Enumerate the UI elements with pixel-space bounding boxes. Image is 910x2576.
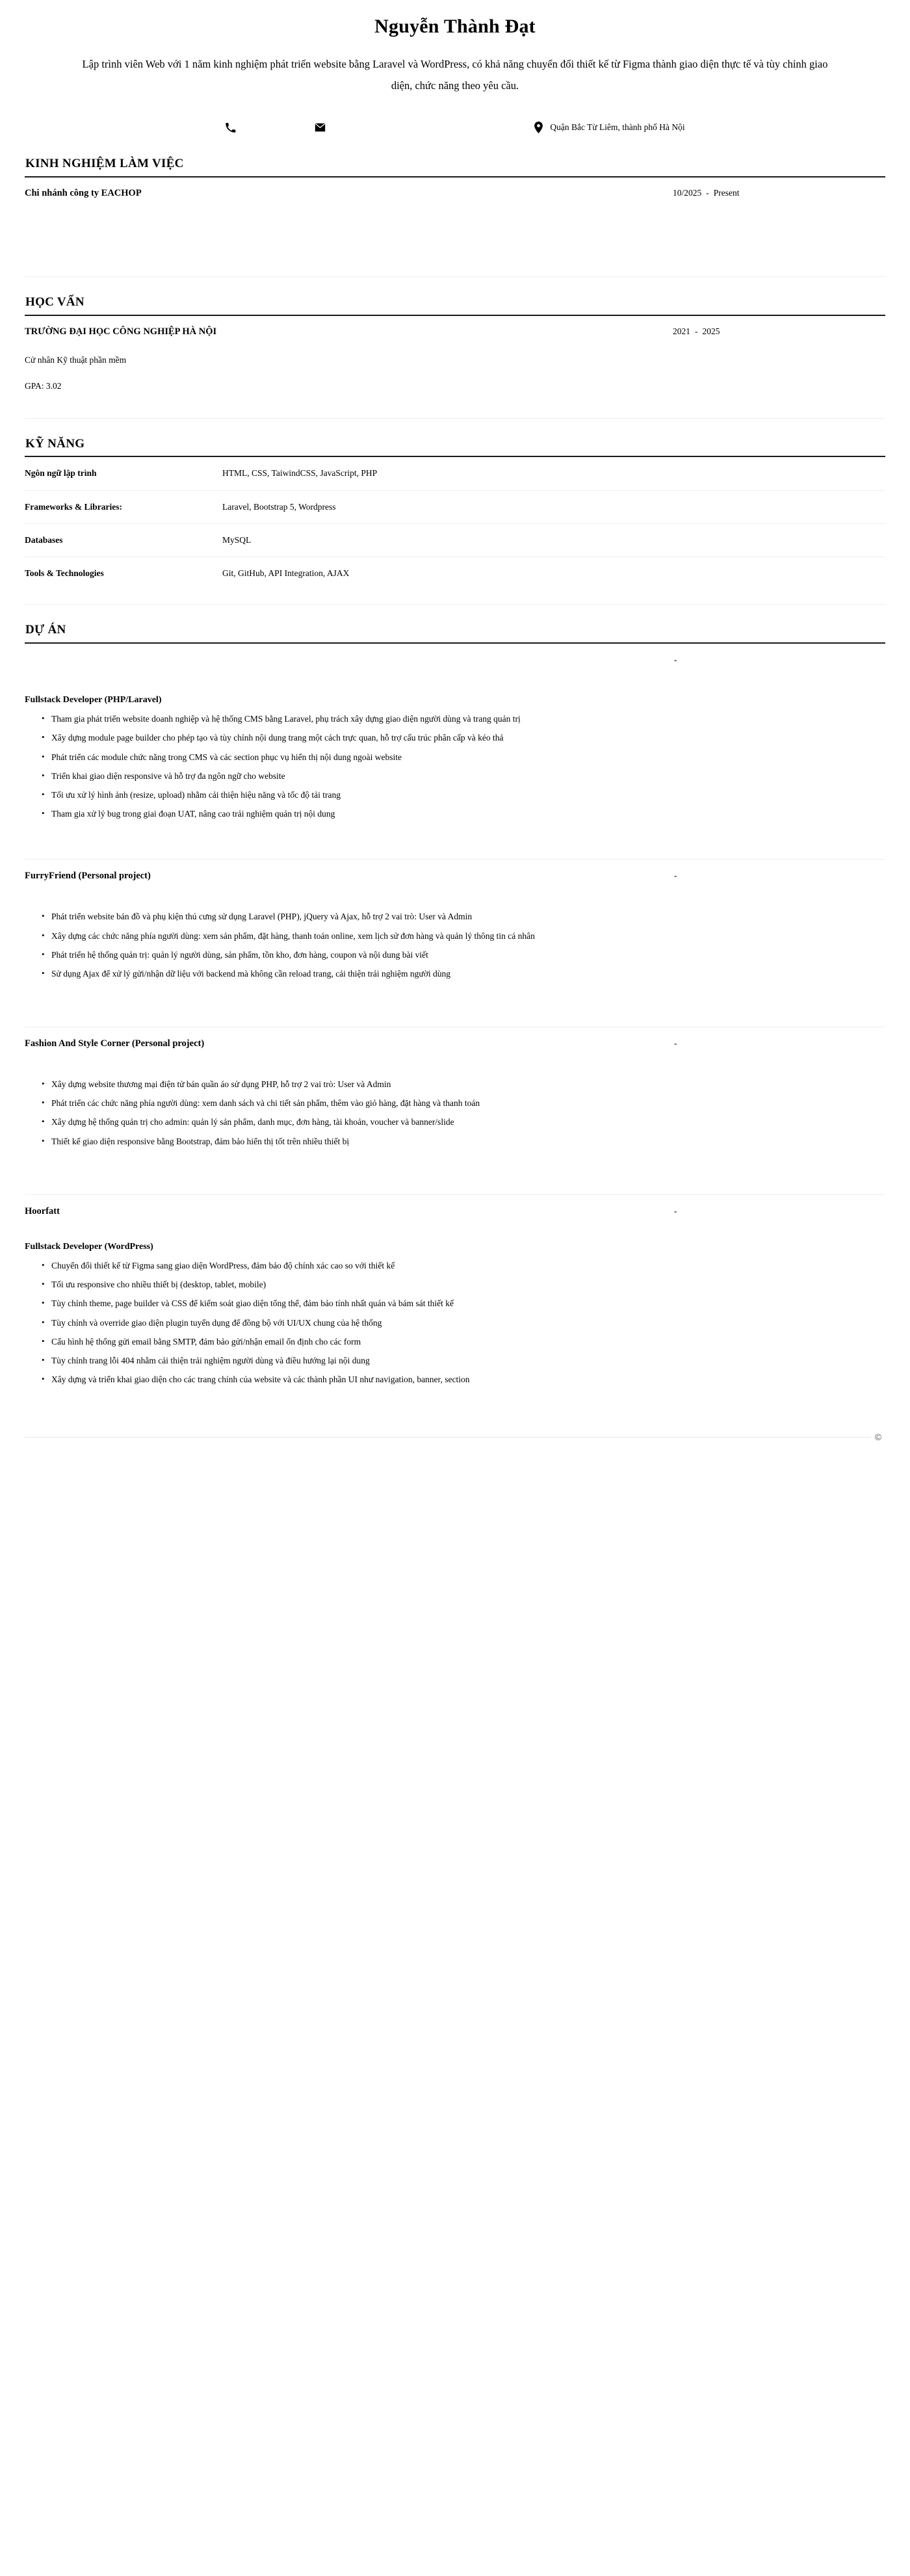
list-item: • Sử dụng Ajax để xử lý gửi/nhận dữ liệu với backend mà không cần reload trang, cải thiện trải nghiệm người dùng (42, 968, 885, 980)
project-item (25, 1195, 885, 1395)
entry-divider (25, 418, 885, 419)
project-head (25, 1205, 885, 1218)
project-org: FurryFriend (Personal project) (25, 871, 151, 882)
education-date-end: 2025 (702, 326, 720, 336)
project-date-separator: - (674, 1038, 677, 1049)
list-item: • Xây dựng module page builder cho phép tạo và tùy chỉnh nội dung trang một cách trực quan, hỗ trợ cấu trúc phân cấp và kéo thả (42, 732, 885, 744)
copyright-icon[interactable]: © (871, 1430, 885, 1444)
education-body-spacer (25, 392, 885, 414)
skill-value: HTML, CSS, TaiwindCSS, JavaScript, PHP (222, 468, 378, 479)
list-item: • Tối ưu responsive cho nhiều thiết bị (desktop, tablet, mobile) (42, 1279, 885, 1291)
project-org: Fashion And Style Corner (Personal project) (25, 1038, 205, 1049)
project-head (25, 1038, 885, 1050)
entry-divider (25, 604, 885, 605)
list-item: • Xây dựng website thương mại điện tử bán quần áo sử dụng PHP, hỗ trợ 2 vai trò: User và Admin (42, 1079, 885, 1090)
list-item: • Tùy chỉnh trang lỗi 404 nhằm cải thiện trải nghiệm người dùng và điều hướng lại nội dung (42, 1355, 885, 1367)
section-experience (25, 157, 885, 277)
list-item: • Xây dựng hệ thống quản trị cho admin: quản lý sản phẩm, danh mục, đơn hàng, tài khoản, voucher và banner/slide (42, 1116, 885, 1128)
project-item (25, 1027, 885, 1194)
education-date-start: 2021 (673, 326, 690, 336)
section-title-education: HỌC VẤN (25, 295, 84, 309)
experience-company: Chi nhánh công ty EACHOP (25, 187, 142, 198)
skill-label: Ngôn ngữ lập trình (25, 468, 97, 479)
skill-row (25, 490, 885, 523)
experience-entry (25, 177, 885, 276)
project-bullets (25, 911, 885, 980)
project-role: Fullstack Developer (PHP/Laravel) (25, 694, 162, 705)
contact-location-text: Quận Bắc Từ Liêm, thành phố Hà Nội (550, 122, 685, 133)
section-projects (25, 623, 885, 1445)
education-date-separator: - (695, 326, 698, 336)
list-item: • Chuyển đổi thiết kế từ Figma sang giao diện WordPress, đảm bảo độ chính xác cao so với thiết kế (42, 1260, 885, 1272)
education-entry (25, 316, 885, 418)
project-dates (671, 1205, 885, 1217)
project-ghost-text (25, 1222, 885, 1232)
skill-value: MySQL (222, 534, 252, 545)
project-item (25, 860, 885, 1027)
project-head (25, 654, 885, 666)
professional-summary: Lập trình viên Web với 1 năm kinh nghiệm phát triển website bằng Laravel và WordPress, có khả năng chuyển đổi thiết kế từ Figma thành giao diện thực tế và tùy chỉnh giao diện, chức năng theo yêu cầu. (82, 57, 828, 92)
project-bottom-spacer (25, 980, 885, 1018)
skills-table (25, 457, 885, 590)
cv-header (25, 0, 885, 138)
experience-dates (671, 187, 885, 199)
project-bullets (25, 1079, 885, 1148)
list-item: • Xây dựng các chức năng phía người dùng: xem sản phẩm, đặt hàng, thanh toán online, xem lịch sử đơn hàng và quản lý thông tin cá nhân (42, 930, 885, 942)
contact-email[interactable] (315, 122, 332, 133)
email-icon (315, 122, 326, 133)
contact-phone[interactable] (225, 122, 242, 133)
project-dates (671, 870, 885, 882)
project-date-separator: - (674, 1205, 677, 1216)
list-item: • Triển khai giao diện responsive và hỗ trợ đa ngôn ngữ cho website (42, 770, 885, 782)
list-item: • Tùy chỉnh theme, page builder và CSS để kiểm soát giao diện tổng thể, đảm bảo tính nhất quán và bám sát thiết kế (42, 1298, 885, 1309)
list-item: • Phát triển hệ thống quản trị: quản lý người dùng, sản phẩm, tồn kho, đơn hàng, coupon và nội dung bài viết (42, 949, 885, 961)
candidate-name: Nguyễn Thành Đạt (374, 16, 536, 37)
project-dates (671, 654, 885, 666)
experience-date-start: 10/2025 (673, 187, 702, 198)
phone-icon (225, 122, 236, 133)
project-item (25, 644, 885, 860)
experience-date-end: Present (713, 187, 740, 198)
skill-row (25, 557, 885, 590)
skills-bottom-spacer (25, 590, 885, 604)
list-item: • Tối ưu xử lý hình ảnh (resize, upload) nhằm cải thiện hiệu năng và tốc độ tải trang (42, 789, 885, 801)
list-item: • Xây dựng và triển khai giao diện cho các trang chính của website và các thành phần UI như navigation, banner, section (42, 1374, 885, 1386)
list-item: • Tham gia phát triển website doanh nghiệp và hệ thống CMS bằng Laravel, phụ trách xây dựng giao diện người dùng và trang quản trị (42, 713, 885, 725)
education-degree: Cử nhân Kỹ thuật phần mềm (25, 355, 127, 365)
project-date-separator: - (674, 871, 677, 881)
list-item: • Phát triển website bán đồ và phụ kiện thú cưng sử dụng Laravel (PHP), jQuery và Ajax, hỗ trợ 2 vai trò: User và Admin (42, 911, 885, 923)
project-bullets (25, 1260, 885, 1386)
contact-location (533, 122, 684, 133)
education-gpa: GPA: 3.02 (25, 380, 62, 391)
contact-row (25, 116, 885, 138)
project-head (25, 870, 885, 882)
project-bullets (25, 713, 885, 820)
skill-row (25, 523, 885, 557)
section-title-projects: DỰ ÁN (25, 623, 66, 637)
project-org: Hoorfatt (25, 1205, 60, 1216)
section-skills (25, 437, 885, 605)
education-school: TRƯỜNG ĐẠI HỌC CÔNG NGHIỆP HÀ NỘI (25, 326, 217, 337)
skill-value: Laravel, Bootstrap 5, Wordpress (222, 501, 336, 512)
skill-label: Tools & Technologies (25, 568, 104, 578)
list-item: • Tùy chỉnh và override giao diện plugin tuyển dụng để đồng bộ với UI/UX chung của hệ thống (42, 1317, 885, 1329)
project-bottom-spacer (25, 1148, 885, 1185)
project-ghost-text (25, 886, 885, 897)
list-item: • Phát triển các module chức năng trong CMS và các section phục vụ hiển thị nội dung ngoài website (42, 752, 885, 763)
skill-label: Databases (25, 534, 63, 545)
list-item: • Thiết kế giao diện responsive bằng Bootstrap, đảm bảo hiển thị tốt trên nhiều thiết bị (42, 1136, 885, 1148)
project-dates (671, 1038, 885, 1049)
list-item: • Tham gia xử lý bug trong giai đoạn UAT, nâng cao trải nghiệm quản trị nội dung (42, 808, 885, 820)
list-item: • Cấu hình hệ thống gửi email bằng SMTP, đảm bảo gửi/nhận email ổn định cho các form (42, 1336, 885, 1348)
experience-body-spacer (25, 200, 885, 272)
project-date-separator: - (674, 654, 677, 664)
footer (25, 1430, 885, 1445)
project-ghost-text (25, 1054, 885, 1064)
location-icon (533, 122, 544, 133)
section-title-skills: KỸ NĂNG (25, 436, 85, 451)
skill-row (25, 457, 885, 490)
section-education (25, 295, 885, 419)
education-dates (671, 326, 885, 337)
section-title-experience: KINH NGHIỆM LÀM VIỆC (25, 157, 184, 171)
experience-date-separator: - (706, 187, 709, 198)
project-bottom-spacer (25, 820, 885, 850)
experience-entry-head (25, 187, 885, 200)
footer-divider (25, 1437, 885, 1438)
project-role: Fullstack Developer (WordPress) (25, 1241, 153, 1252)
skill-label: Frameworks & Libraries: (25, 501, 122, 512)
skill-value: Git, GitHub, API Integration, AJAX (222, 568, 350, 578)
education-entry-head (25, 326, 885, 338)
list-item: • Phát triển các chức năng phía người dùng: xem danh sách và chi tiết sản phẩm, thêm vào giỏ hàng, đặt hàng và thanh toán (42, 1097, 885, 1109)
project-ghost-text (25, 670, 885, 680)
entry-divider (25, 276, 885, 277)
